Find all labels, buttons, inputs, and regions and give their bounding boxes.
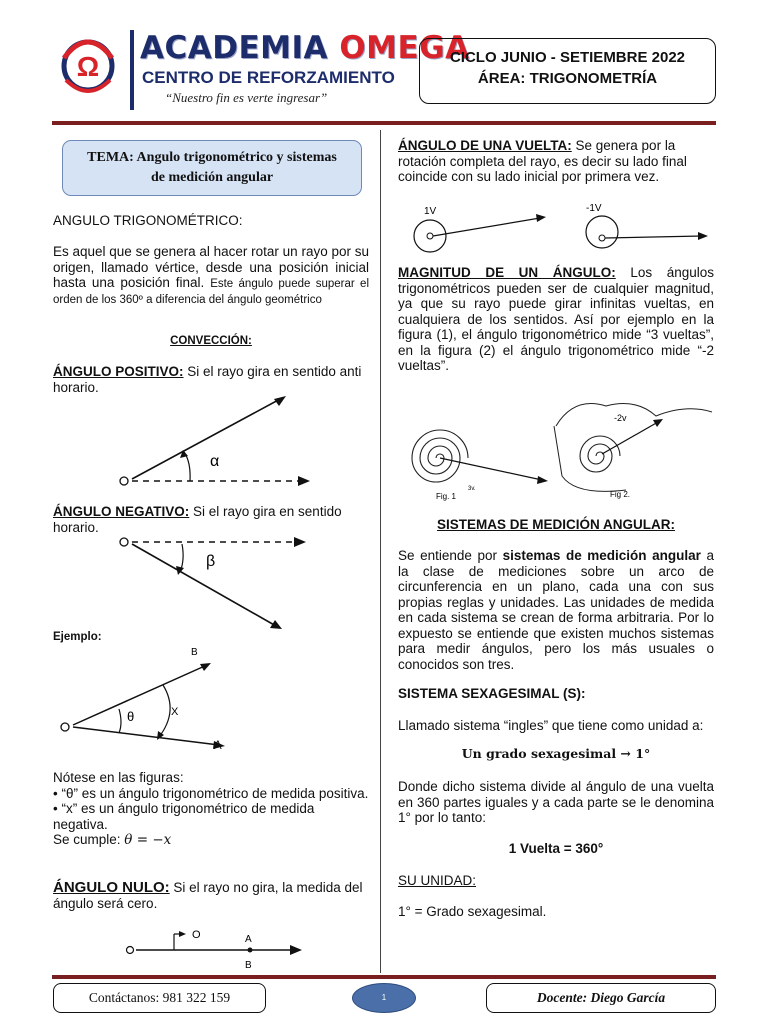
- footer-rule: [52, 975, 716, 979]
- negative-angle-figure: [110, 530, 320, 640]
- null-point-b-label: B: [245, 960, 252, 971]
- null-angle-text: Si el rayo no gira, la medida del ángulo será cero.: [53, 880, 363, 911]
- topic-box: [62, 140, 362, 196]
- magnitude-text: Los ángulos trigonométricos pueden ser de cualquier magnitud, ya que su rayo puede girar infinitas vueltas, en cualquiera de los sentidos. Así por ejemplo en la figura (1), el ángulo trigonométrico mide “3 vueltas”, en la figura (2) el ángulo trigonométrico mide “-2 vueltas”.: [398, 265, 714, 373]
- heading-unit: SU UNIDAD:: [398, 873, 477, 888]
- full-turn-text: Se genera por la rotación completa del rayo, es decir su lado final coincide con su lado inicial por primera vez.: [398, 138, 687, 184]
- figure-2-label: Fig 2.: [610, 490, 631, 499]
- logo-divider: [130, 30, 134, 110]
- sexagesimal-paragraph: Llamado sistema “ingles” que tiene como unidad a:: [398, 718, 704, 733]
- definition-note: Este ángulo puede superar el orden de los 360º a diferencia del ángulo geométrico: [53, 278, 369, 306]
- one-turn-label: 1V: [424, 206, 437, 217]
- teacher-box: Docente: Diego García: [486, 983, 716, 1013]
- definition-text: Es aquel que se genera al hacer rotar un rayo por su origen, llamado vértice, desde una posición inicial hasta una posición final.: [53, 244, 369, 290]
- definition-paragraph: [53, 244, 369, 307]
- systems-term: sistemas de medición angular: [502, 548, 701, 563]
- negative-angle-text: Si el rayo gira en sentido horario.: [53, 504, 342, 535]
- systems-text-rest: a la clase de mediciones sobre un arco de circunferencia en un plano, cada una con sus propias reglas y unidades. Las unidades de medida en cada sistema se crean de forma arbitraria. Por lo expuesto se entiende que existen muchos sistemas para medir ángulos, pero los más usuales o conocidos son tres.: [398, 548, 714, 672]
- heading-measurement-systems: SISTEMAS DE MEDICIÓN ANGULAR:: [436, 517, 675, 532]
- point-a-label: A: [214, 740, 222, 752]
- magnitude-label: MAGNITUD DE UN ÁNGULO:: [398, 265, 616, 280]
- full-turn-figures: [400, 196, 710, 258]
- topic-line-1: TEMA: Angulo trigonométrico y sistemas: [87, 150, 337, 165]
- heading-sexagesimal: SISTEMA SEXAGESIMAL (S):: [398, 686, 586, 701]
- contact-box: Contáctanos: 981 322 159: [53, 983, 266, 1013]
- svg-text:Ω: Ω: [76, 51, 100, 82]
- null-angle-label: ÁNGULO NULO:: [53, 879, 170, 896]
- systems-text-prefix: Se entiende por: [398, 548, 503, 563]
- beta-label: β: [206, 553, 216, 570]
- full-turn-equation: 1 Vuelta = 360°: [508, 841, 604, 856]
- minus-two-turns-label: -2v: [614, 413, 627, 423]
- positive-angle-figure: [110, 390, 320, 490]
- null-origin-label: O: [192, 929, 201, 941]
- division-paragraph: Donde dicho sistema divide al ángulo de una vuelta en 360 partes iguales y a cada parte se le denomina 1° por lo tanto:: [398, 779, 714, 825]
- area-title: ÁREA: TRIGONOMETRÍA: [477, 70, 658, 87]
- heading-conveccion: CONVECCIÓN:: [170, 335, 252, 347]
- cycle-info-box: [419, 38, 716, 104]
- sexagesimal-unit-formula: Un grado sexagesimal → 1°: [461, 746, 651, 761]
- positive-angle-label: ÁNGULO POSITIVO:: [53, 364, 184, 379]
- note-block: [53, 770, 369, 849]
- unit-definition: 1° = Grado sexagesimal.: [398, 904, 547, 919]
- three-turns-label: 3v.: [468, 486, 476, 492]
- negative-angle-label: ÁNGULO NEGATIVO:: [53, 504, 190, 519]
- alpha-label: α: [210, 453, 220, 470]
- example-figure: [55, 645, 245, 750]
- note-heading: Nótese en las figuras:: [53, 770, 184, 785]
- null-point-a-label: A: [245, 934, 252, 945]
- x-label: X: [171, 706, 179, 718]
- relation-formula: θ = −x: [124, 832, 172, 848]
- null-angle-paragraph: [53, 880, 369, 911]
- academy-subtitle: CENTRO DE REFORZAMIENTO: [142, 68, 395, 87]
- measurement-systems-paragraph: [398, 548, 714, 672]
- note-bullet-x: • “x” es un ángulo trigonométrico de medida negativa.: [53, 801, 315, 832]
- example-label: Ejemplo:: [53, 631, 102, 643]
- cycle-title: CICLO JUNIO - SETIEMBRE 2022: [449, 49, 686, 66]
- header-rule: [52, 121, 716, 125]
- full-turn-paragraph: [398, 138, 714, 185]
- page-number-badge: 1: [352, 983, 416, 1013]
- note-bullet-theta: • “θ” es un ángulo trigonométrico de medida positiva.: [53, 785, 369, 801]
- minus-one-turn-label: -1V: [586, 203, 602, 214]
- academy-slogan: “Nuestro fin es verte ingresar”: [165, 90, 328, 105]
- figure-1-label: Fig. 1: [436, 492, 457, 501]
- theta-label: θ: [127, 709, 135, 724]
- heading-angulo-trigonometrico: ANGULO TRIGONOMÉTRICO:: [53, 213, 243, 228]
- full-turn-label: ÁNGULO DE UNA VUELTA:: [398, 138, 572, 153]
- spiral-figures: [396, 396, 716, 502]
- point-b-label: B: [191, 647, 198, 658]
- academy-name: ACADEMIA OMEGA: [140, 30, 470, 66]
- null-angle-figure: [120, 922, 310, 972]
- topic-line-2: de medición angular: [150, 170, 274, 185]
- column-divider: [380, 130, 381, 973]
- relation-prefix: Se cumple:: [53, 832, 125, 847]
- note-relation: [53, 832, 369, 849]
- magnitude-paragraph: [398, 265, 714, 374]
- positive-angle-text: Si el rayo gira en sentido anti horario.: [53, 364, 362, 395]
- academy-logo-emblem: [52, 28, 124, 100]
